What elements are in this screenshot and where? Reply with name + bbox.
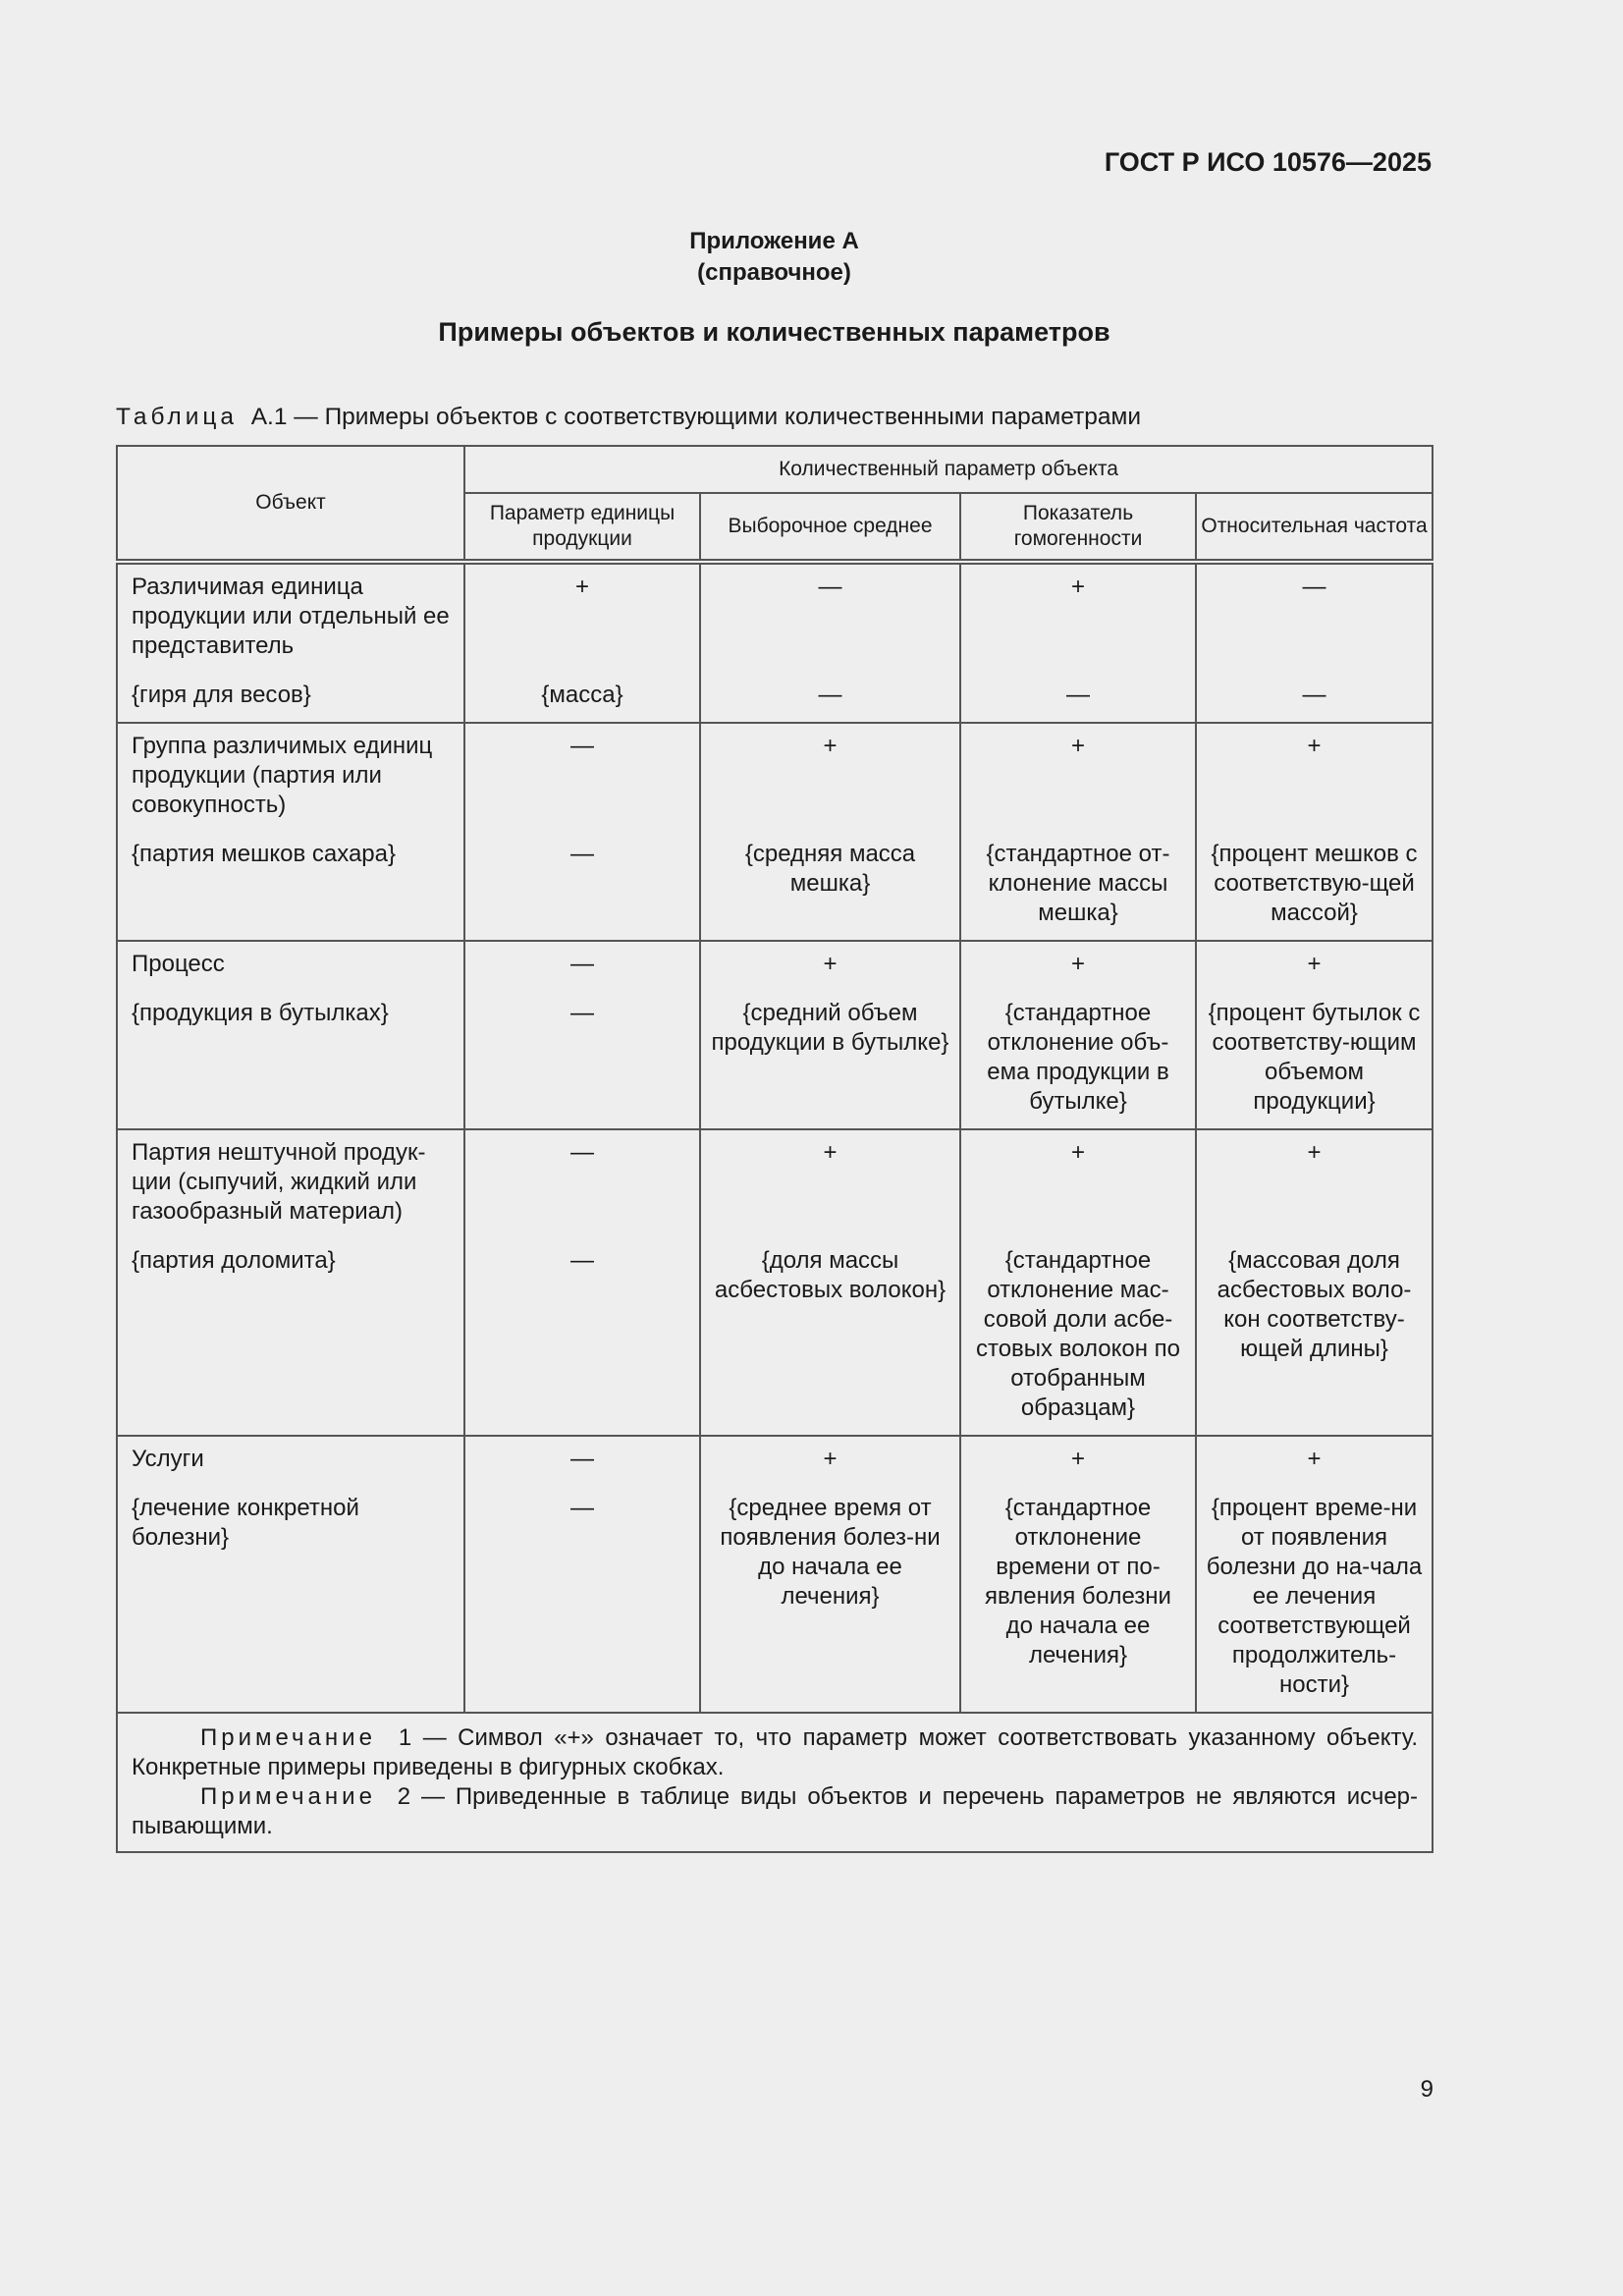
- parameters-table: [116, 445, 1434, 1853]
- example-value: {масса}: [541, 682, 623, 708]
- value-cell: [464, 723, 700, 941]
- value-cell: [700, 723, 960, 941]
- value-cell: [1196, 1436, 1433, 1713]
- example-value: {стандартное от-клонение массы мешка}: [986, 841, 1170, 926]
- example-value: {средний объем продукции в бутылке}: [711, 1000, 949, 1056]
- annex-title: Приложение А: [689, 228, 859, 254]
- object-example: {лечение конкретной болезни}: [132, 1495, 359, 1551]
- table-row: [117, 1436, 1433, 1713]
- example-value: {средняя масса мешка}: [744, 841, 916, 897]
- table-caption-label: Таблица: [116, 404, 239, 430]
- value-cell: [1196, 723, 1433, 941]
- note-label: Примечание: [200, 1783, 376, 1810]
- value-mark: +: [823, 951, 838, 977]
- example-value: —: [818, 682, 842, 708]
- value-cell: [1196, 1129, 1433, 1436]
- value-cell: [700, 941, 960, 1129]
- table-row: [117, 1129, 1433, 1436]
- note-label: Примечание: [200, 1724, 376, 1751]
- value-mark: —: [570, 951, 594, 977]
- header-sample-mean: Выборочное среднее: [700, 493, 960, 562]
- annex-heading: [0, 226, 1548, 289]
- object-example: {партия доломита}: [132, 1247, 336, 1274]
- object-name: Группа различимых единиц продукции (партия или совокупность): [132, 733, 433, 818]
- object-name: Услуги: [132, 1446, 204, 1472]
- value-mark: +: [1307, 733, 1322, 759]
- object-example: {партия мешков сахара}: [132, 841, 397, 867]
- example-value: —: [1302, 682, 1326, 708]
- example-value: {процент мешков с соответствую-щей массой}: [1211, 841, 1418, 926]
- header-relative-frequency: Относительная частота: [1196, 493, 1433, 562]
- section-title: Примеры объектов и количественных параметров: [438, 317, 1110, 347]
- table-row: [117, 723, 1433, 941]
- example-value: —: [570, 1000, 594, 1026]
- value-mark: —: [818, 574, 842, 600]
- value-mark: +: [1307, 1139, 1322, 1166]
- example-value: {процент време-ни от появления болезни до на-чала ее лечения соответствующей продолжитель-ности}: [1206, 1495, 1423, 1698]
- object-cell: [117, 562, 464, 723]
- object-cell: [117, 1129, 464, 1436]
- value-mark: +: [823, 1139, 838, 1166]
- example-value: —: [570, 1247, 594, 1274]
- value-cell: [960, 941, 1196, 1129]
- value-mark: —: [570, 733, 594, 759]
- value-mark: —: [570, 1139, 594, 1166]
- header-homogeneity: Показатель гомогенности: [960, 493, 1196, 562]
- header-unit-parameter: Параметр единицы продукции: [464, 493, 700, 562]
- object-name: Партия нештучной продук-ции (сыпучий, жидкий или газообразный материал): [132, 1139, 426, 1225]
- value-mark: +: [574, 574, 589, 600]
- value-mark: —: [570, 1446, 594, 1472]
- value-mark: +: [1070, 733, 1085, 759]
- example-value: {доля массы асбестовых волокон}: [714, 1247, 947, 1303]
- value-mark: +: [1307, 1446, 1322, 1472]
- value-cell: [700, 1129, 960, 1436]
- object-example: {продукция в бутылках}: [132, 1000, 389, 1026]
- value-mark: +: [1070, 1446, 1085, 1472]
- object-name: Различимая единица продукции или отдельный ее представитель: [132, 574, 450, 659]
- page-number: 9: [1420, 2076, 1434, 2103]
- value-mark: +: [1070, 951, 1085, 977]
- table-row: [117, 562, 1433, 723]
- object-name: Процесс: [132, 951, 225, 977]
- example-value: —: [570, 841, 594, 867]
- table-row: [117, 941, 1433, 1129]
- notes-cell: [117, 1713, 1433, 1852]
- value-cell: [960, 1436, 1196, 1713]
- note-text: 2 — Приведенные в таблице виды объектов и перечень параметров не являются исчер-пывающими.: [132, 1783, 1419, 1839]
- value-cell: [1196, 562, 1433, 723]
- value-cell: [464, 941, 700, 1129]
- example-value: {стандартное отклонение объ-ема продукции в бутылке}: [987, 1000, 1169, 1115]
- value-cell: [960, 723, 1196, 941]
- value-mark: +: [823, 1446, 838, 1472]
- value-cell: [464, 1436, 700, 1713]
- note-text: 1 — Символ «+» означает то, что параметр может соответствовать указанному объекту. Конкретные примеры приведены в фигурных скобках.: [132, 1724, 1419, 1780]
- value-mark: —: [1302, 574, 1326, 600]
- value-cell: [464, 562, 700, 723]
- object-cell: [117, 723, 464, 941]
- value-cell: [700, 562, 960, 723]
- table-caption: [116, 404, 1141, 431]
- note-2: [132, 1782, 1418, 1841]
- value-mark: +: [1307, 951, 1322, 977]
- value-mark: +: [1070, 1139, 1085, 1166]
- note-1: [132, 1723, 1418, 1782]
- example-value: {массовая доля асбестовых воло-кон соответству-ющей длины}: [1217, 1247, 1412, 1362]
- example-value: {среднее время от появления болез-ни до начала ее лечения}: [720, 1495, 941, 1610]
- header-quantitative-parameter: Количественный параметр объекта: [464, 446, 1433, 493]
- value-cell: [464, 1129, 700, 1436]
- annex-subtitle: (справочное): [697, 259, 851, 286]
- example-value: {процент бутылок с соответству-ющим объемом продукции}: [1208, 1000, 1421, 1115]
- value-cell: [1196, 941, 1433, 1129]
- example-value: {стандартное отклонение мас-совой доли асбе-стовых волокон по отобранным образцам}: [975, 1247, 1181, 1421]
- example-value: —: [570, 1495, 594, 1521]
- object-example: {гиря для весов}: [132, 682, 311, 708]
- object-cell: [117, 1436, 464, 1713]
- document-code: ГОСТ Р ИСО 10576—2025: [1104, 147, 1432, 177]
- object-cell: [117, 941, 464, 1129]
- value-cell: [960, 562, 1196, 723]
- value-mark: +: [1070, 574, 1085, 600]
- value-cell: [960, 1129, 1196, 1436]
- value-mark: +: [823, 733, 838, 759]
- example-value: —: [1066, 682, 1090, 708]
- header-object: Объект: [117, 446, 464, 562]
- example-value: {стандартное отклонение времени от по-явления болезни до начала ее лечения}: [985, 1495, 1171, 1668]
- table-caption-text: А.1 — Примеры объектов с соответствующими количественными параметрами: [250, 404, 1142, 430]
- value-cell: [700, 1436, 960, 1713]
- notes-row: [117, 1713, 1433, 1852]
